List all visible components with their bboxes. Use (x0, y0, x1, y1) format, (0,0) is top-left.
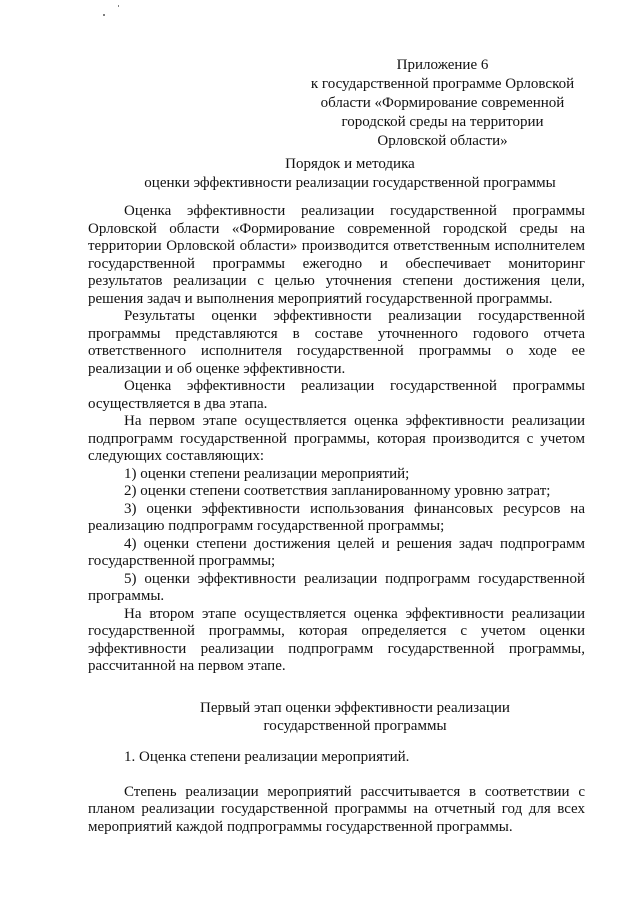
subsection-heading: 1. Оценка степени реализации мероприятий. (124, 749, 410, 765)
paragraph: На первом этапе осуществляется оценка эффективности реализации подпрограмм государственной программы, которая производится с учетом следующих составляющих: (88, 413, 585, 464)
section-heading-line-2: государственной программы (263, 717, 447, 734)
body-text-2 (88, 749, 585, 836)
list-item: 4) оценки степени достижения целей и решения задач подпрограмм государственной программы; (88, 535, 585, 569)
document-title (60, 155, 640, 193)
title-line-2: оценки эффективности реализации государственной программы (144, 175, 556, 191)
appendix-line: Приложение 6 (396, 57, 489, 73)
list-item: 1) оценки степени реализации мероприятий; (124, 465, 410, 482)
appendix-line: Орловской области» (377, 133, 508, 149)
appendix-line: городской среды на территории (341, 114, 544, 130)
paragraph: Оценка эффективности реализации государственной программы Орловской области «Формирование современной городской среды на территории Орловской области» производится ответственным исполнителем государственной программы ежегодно и обеспечивает мониторинг результатов реализации с целью уточнения степени достижения цели, решения задач и выполнения мероприятий государственной программы. (88, 203, 585, 307)
paragraph: На втором этапе осуществляется оценка эффективности реализации государственной программы, которая определяется с учетом оценки эффективности реализации подпрограмм государственной программы, рассчитанной на первом этапе. (88, 605, 585, 674)
list-item: 2) оценки степени соответствия запланированному уровню затрат; (124, 483, 551, 499)
appendix-line: к государственной программе Орловской (310, 76, 575, 92)
scan-speck (103, 14, 105, 16)
list-item: 3) оценки эффективности использования финансовых ресурсов на реализацию подпрограмм государственной программы; (88, 500, 585, 534)
list-item: 5) оценки эффективности реализации подпрограмм государственной программы. (88, 570, 585, 604)
title-line-1: Порядок и методика (285, 156, 415, 172)
appendix-line: области «Формирование современной (320, 95, 565, 111)
section-heading (100, 700, 610, 735)
paragraph: Результаты оценки эффективности реализации государственной программы представляются в составе уточненного годового отчета ответственного исполнителя государственной программы о ходе ее реализации и об оценке эффективности. (88, 308, 585, 377)
paragraph: Оценка эффективности реализации государственной программы осуществляется в два этапа. (88, 378, 585, 412)
body-text (88, 203, 585, 676)
paragraph: Степень реализации мероприятий рассчитывается в соответствии с планом реализации государственной программы на отчетный год для всех мероприятий каждой подпрограммы государственной программы. (88, 783, 585, 835)
appendix-block (300, 56, 585, 151)
scan-speck (118, 5, 119, 7)
section-heading-line-1: Первый этап оценки эффективности реализации (200, 700, 510, 716)
